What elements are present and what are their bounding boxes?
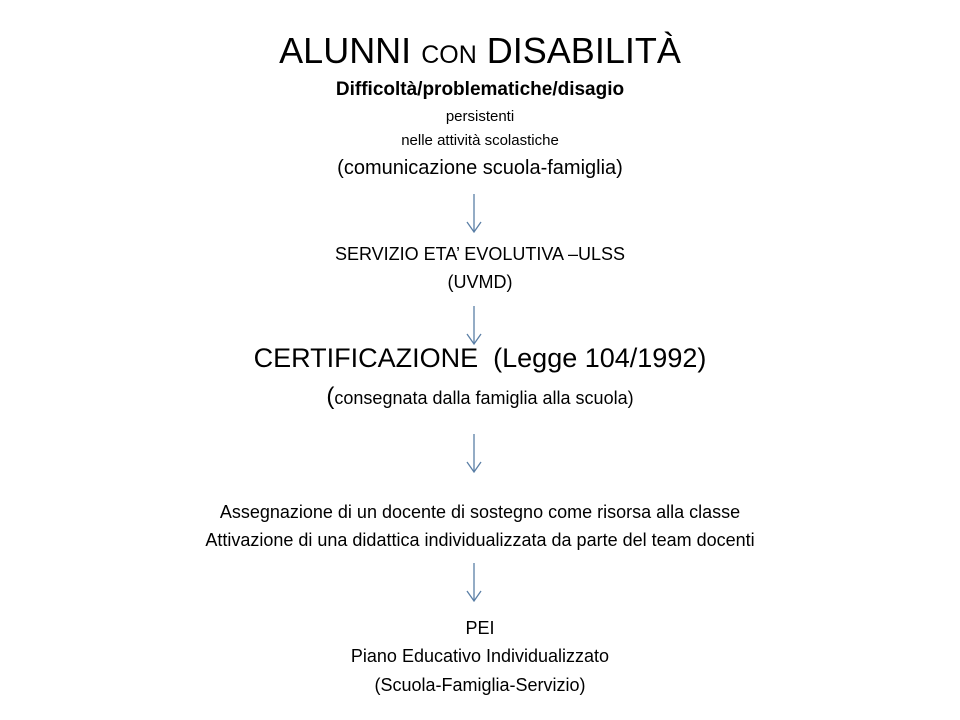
step2-uvmd: (UVMD)	[447, 272, 513, 292]
step4-individualized-teaching: Attivazione di una didattica individualizzata da parte del team docenti	[205, 530, 755, 550]
title-word-disabilita: DISABILITÀ	[486, 30, 681, 71]
step3-open-paren: (	[326, 383, 335, 410]
step4-support-teacher: Assegnazione di un docente di sostegno come risorsa alla classe	[219, 502, 741, 522]
arrow-down-icon	[464, 563, 484, 603]
step3-delivered-text: consegnata dalla famiglia alla scuola)	[334, 388, 634, 408]
arrow-down-icon	[464, 194, 484, 234]
step1-heading: Difficoltà/problematiche/disagio	[335, 79, 625, 100]
step2-service: SERVIZIO ETA’ EVOLUTIVA –ULSS	[334, 244, 626, 264]
arrow-down-icon	[464, 306, 484, 346]
step5-parties: (Scuola-Famiglia-Servizio)	[374, 675, 586, 695]
step1-persistent: persistenti	[445, 108, 515, 125]
title-word-alunni: ALUNNI	[279, 30, 412, 71]
step5-plan-name: Piano Educativo Individualizzato	[350, 646, 610, 666]
step3-delivered	[0, 383, 960, 411]
step1-school-activities: nelle attività scolastiche	[401, 132, 559, 149]
arrow-down-icon	[464, 434, 484, 474]
diagram-title	[0, 30, 960, 71]
step3-certification: CERTIFICAZIONE (Legge 104/1992)	[253, 343, 707, 373]
title-word-con: CON	[421, 41, 477, 69]
step5-pei: PEI	[465, 618, 495, 638]
step1-communication: (comunicazione scuola-famiglia)	[337, 157, 623, 179]
